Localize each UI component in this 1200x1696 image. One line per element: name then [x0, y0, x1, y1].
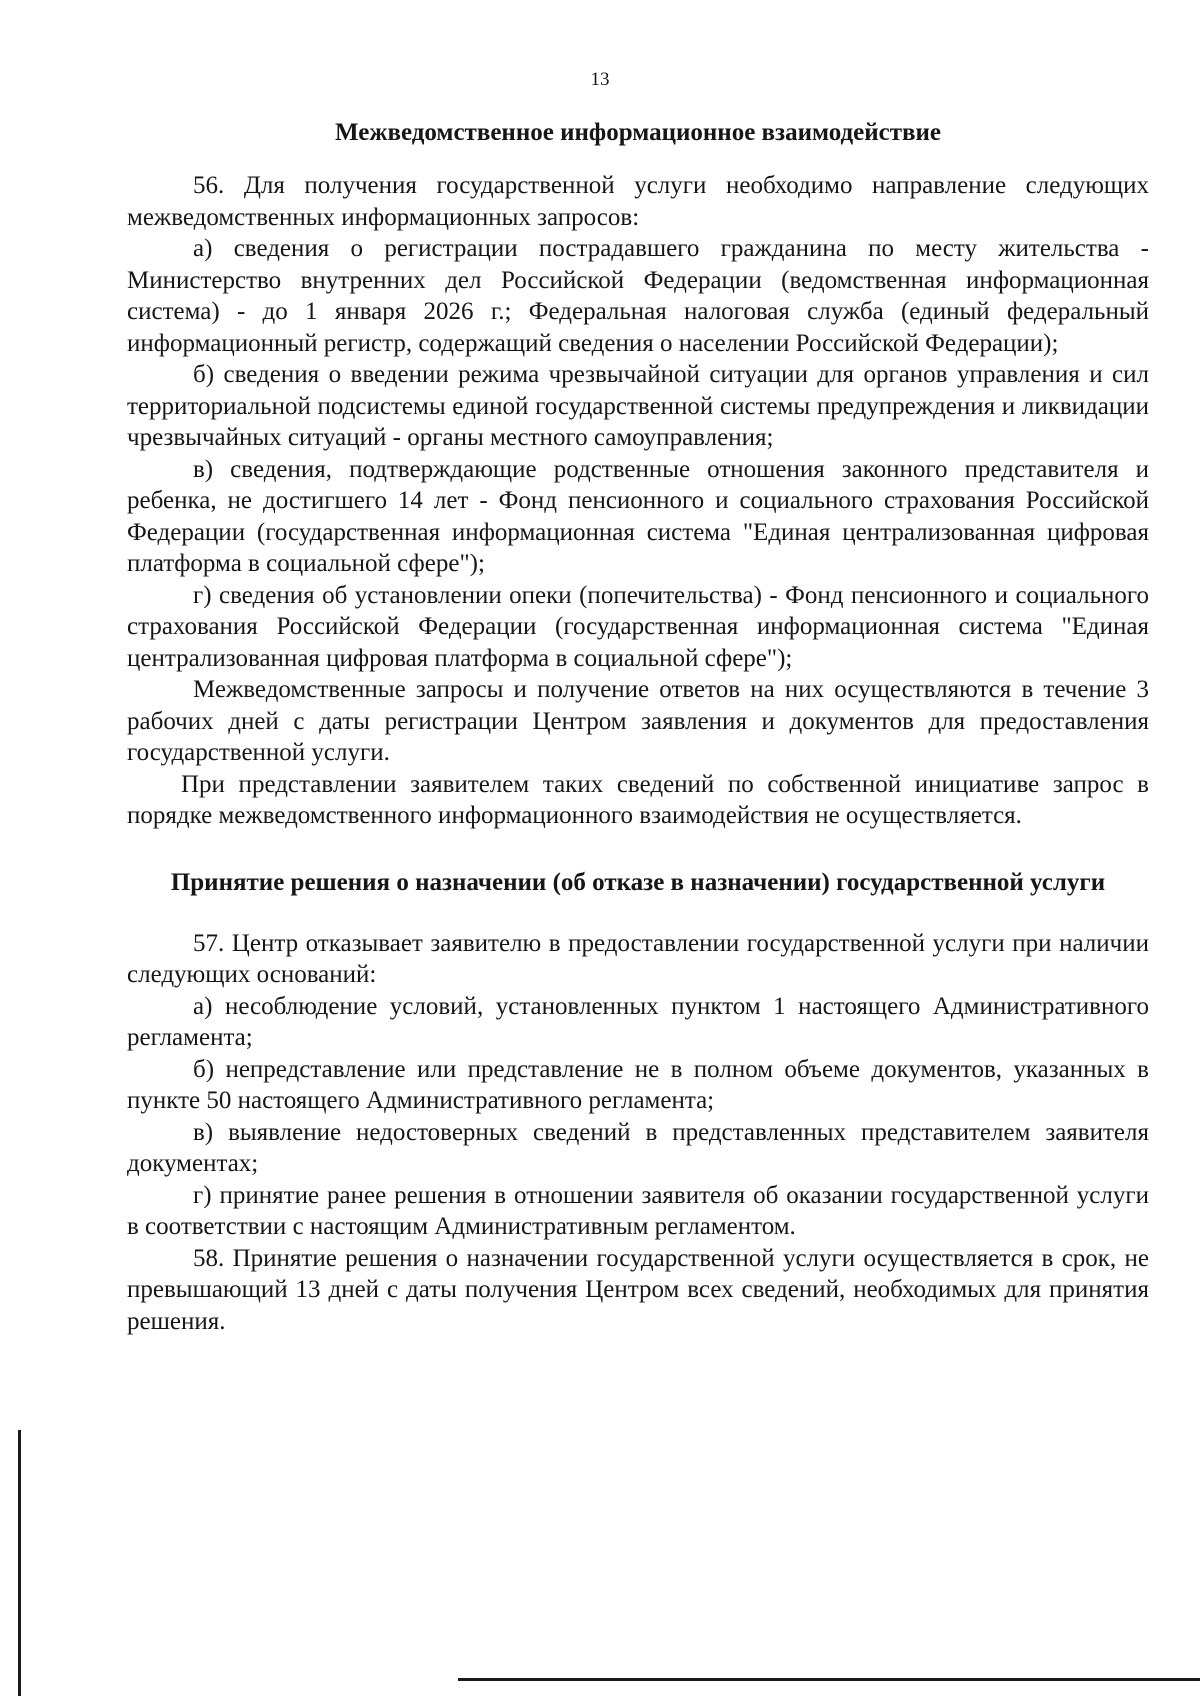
paragraph-56-v: в) сведения, подтверждающие родственные отношения законного представителя и ребенка, не достигшего 14 лет - Фонд пенсионного и социального страхования Российской Федерации (государственная информационная система "Единая централизованная цифровая платформа в социальной сфере");	[127, 455, 1149, 577]
paragraph-57-g: г) принятие ранее решения в отношении заявителя об оказании государственной услуги в соответствии с настоящим Административным регламентом.	[127, 1181, 1149, 1240]
paragraph-56-b: б) сведения о введении режима чрезвычайной ситуации для органов управления и сил территориальной подсистемы единой государственной системы предупреждения и ликвидации чрезвычайных ситуаций - органы местного самоуправления;	[127, 361, 1149, 451]
page-number: 13	[590, 69, 610, 90]
paragraph-57-a: а) несоблюдение условий, установленных пунктом 1 настоящего Административного регламента;	[127, 992, 1149, 1051]
paragraph-own-initiative: При представлении заявителем таких сведений по собственной инициативе запрос в порядке межведомственного информационного взаимодействия не осуществляется.	[127, 770, 1149, 829]
document-body	[127, 116, 1149, 1337]
paragraph-57: 57. Центр отказывает заявителю в предоставлении государственной услуги при наличии следующих оснований:	[127, 929, 1149, 988]
paragraph-58: 58. Принятие решения о назначении государственной услуги осуществляется в срок, не превышающий 13 дней с даты получения Центром всех сведений, необходимых для принятия решения.	[127, 1244, 1149, 1335]
paragraph-57-b: б) непредставление или представление не в полном объеме документов, указанных в пункте 50 настоящего Административного регламента;	[127, 1055, 1149, 1114]
paragraph-57-v: в) выявление недостоверных сведений в представленных представителем заявителя документах;	[127, 1118, 1149, 1177]
footer-rule-line	[458, 1678, 1200, 1681]
paragraph-56-g: г) сведения об установлении опеки (попечительства) - Фонд пенсионного и социального страхования Российской Федерации (государственная информационная система "Единая централизованная цифровая платформа в социальной сфере");	[127, 581, 1149, 672]
scan-edge-line	[18, 1430, 21, 1696]
section-heading-interagency: Межведомственное информационное взаимодействие	[335, 119, 941, 146]
paragraph-56: 56. Для получения государственной услуги необходимо направление следующих межведомственных информационных запросов:	[127, 172, 1149, 231]
paragraph-56-a: а) сведения о регистрации пострадавшего гражданина по месту жительства - Министерство внутренних дел Российской Федерации (ведомственная информационная система) - до 1 января 2026 г.; Федеральная налоговая служба (единый федеральный информационный регистр, содержащий сведения о населении Российской Федерации);	[127, 235, 1149, 357]
section-heading-decision: Принятие решения о назначении (об отказе в назначении) государственной услуги	[170, 868, 1106, 896]
paragraph-interagency-requests: Межведомственные запросы и получение ответов на них осуществляются в течение 3 рабочих дней с даты регистрации Центром заявления и документов для предоставления государственной услуги.	[127, 676, 1149, 766]
